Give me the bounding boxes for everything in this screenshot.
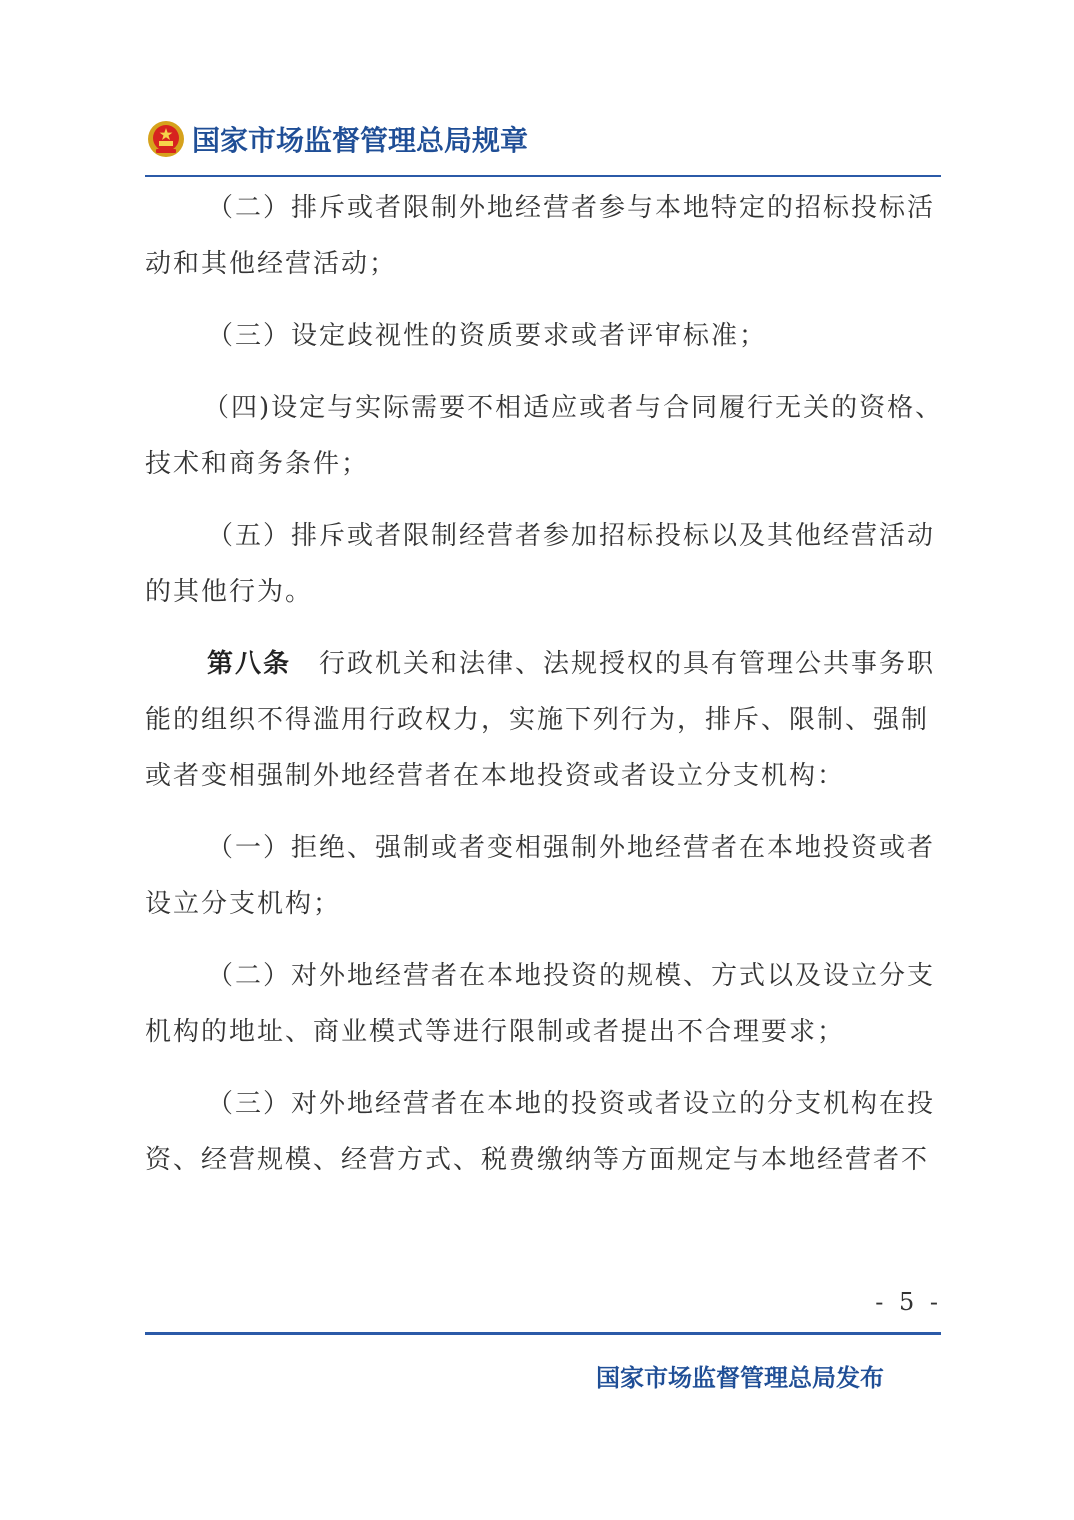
header-divider (145, 175, 941, 177)
clause-2 (145, 180, 945, 292)
clause-text: （二）对外地经营者在本地投资的规模、方式以及设立分支机构的地址、商业模式等进行限制或者提出不合理要求； (145, 961, 936, 1047)
clause-text: （四)设定与实际需要不相适应或者与合同履行无关的资格、技术和商务条件； (145, 393, 944, 479)
article-8 (145, 636, 945, 804)
clause-text: （五）排斥或者限制经营者参加招标投标以及其他经营活动的其他行为。 (145, 521, 936, 607)
document-body (145, 180, 945, 1204)
page-number: - 5 - (875, 1288, 942, 1316)
article-8-clause-1 (145, 820, 945, 932)
clause-5 (145, 508, 945, 620)
article-8-clause-2 (145, 948, 945, 1060)
article-8-clause-3 (145, 1076, 945, 1188)
footer-publisher: 国家市场监督管理总局发布 (596, 1364, 884, 1392)
clause-text: （一）拒绝、强制或者变相强制外地经营者在本地投资或者设立分支机构； (145, 833, 936, 919)
clause-text: （三）设定歧视性的资质要求或者评审标准； (207, 321, 768, 351)
page-header (146, 114, 528, 164)
clause-text: （二）排斥或者限制外地经营者参与本地特定的招标投标活动和其他经营活动； (145, 193, 936, 279)
clause-text: （三）对外地经营者在本地的投资或者设立的分支机构在投资、经营规模、经营方式、税费缴纳等方面规定与本地经营者不 (145, 1089, 936, 1175)
header-title: 国家市场监督管理总局规章 (192, 124, 529, 157)
clause-3 (145, 308, 945, 364)
article-text: 行政机关和法律、法规授权的具有管理公共事务职能的组织不得滥用行政权力，实施下列行为，排斥、限制、强制或者变相强制外地经营者在本地投资或者设立分支机构： (145, 649, 936, 791)
article-label: 第八条 (207, 649, 292, 679)
footer-divider (145, 1332, 941, 1335)
clause-4 (145, 380, 945, 492)
national-emblem-icon (146, 119, 186, 159)
